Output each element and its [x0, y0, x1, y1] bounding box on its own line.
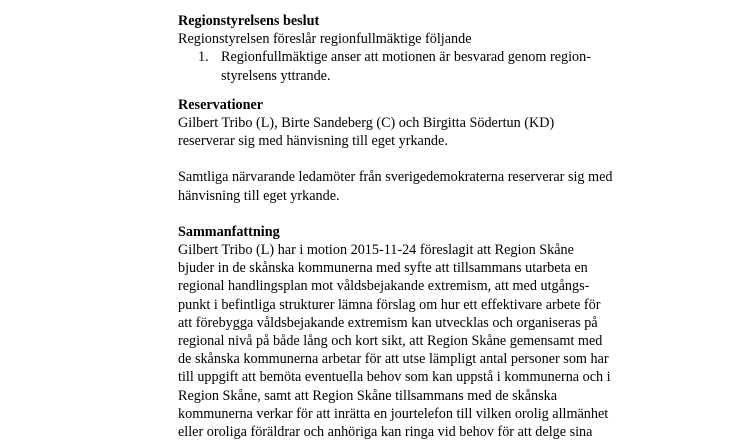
- reservations-line: reserverar sig med hänvisning till eget yrkande.: [178, 133, 448, 150]
- summary-line: bjuder in de skånska kommunerna med syfte att tillsammans utarbeta en: [178, 260, 588, 277]
- decision-intro: Regionstyrelsen föreslår regionfullmäktige följande: [178, 31, 472, 48]
- decision-item-line: Regionfullmäktige anser att motionen är besvarad genom region-: [221, 49, 591, 66]
- decision-item: [178, 48, 648, 84]
- reservations-line: hänvisning till eget yrkande.: [178, 187, 340, 204]
- reservations-line: Samtliga närvarande ledamöter från sverigedemokraterna reserverar sig med: [178, 169, 613, 186]
- summary-line: Gilbert Tribo (L) har i motion 2015-11-24 föreslagit att Region Skåne: [178, 242, 574, 259]
- summary-heading: Sammanfattning: [178, 223, 280, 240]
- summary-line: att förebygga våldsbejakande extremism kan utvecklas och organiseras på: [178, 314, 598, 331]
- decision-item-line: styrelsens yttrande.: [221, 67, 331, 84]
- summary-line: regional nivå på både lång och kort sikt, att Region Skåne gemensamt med: [178, 333, 603, 350]
- summary-line: de skånska kommunerna arbetar för att utse lämpligt antal personer som har: [178, 351, 609, 368]
- summary-line: Region Skåne, samt att Region Skåne tillsammans med de skånska: [178, 387, 558, 404]
- summary-line: eller oroliga föräldrar och anhöriga kan ringa vid behov för att delge sina: [178, 424, 593, 441]
- summary-line: till uppgift att bemöta eventuella behov som kan uppstå i kommunerna och i: [178, 369, 611, 386]
- document-page: [178, 12, 648, 441]
- summary-line: kommunerna verkar för att inrätta en jourtelefon till vilken orolig allmänhet: [178, 405, 609, 422]
- decision-item-text: [221, 48, 648, 84]
- decision-item-number: 1.: [198, 49, 209, 66]
- summary-line: punkt i befintliga strukturer lämna förslag om hur ett effektivare arbete för: [178, 296, 601, 313]
- decision-heading: Regionstyrelsens beslut: [178, 13, 320, 29]
- reservations-line: Gilbert Tribo (L), Birte Sandeberg (C) och Birgitta Södertun (KD): [178, 115, 555, 132]
- reservations-heading: Reservationer: [178, 96, 264, 113]
- summary-line: regional handlingsplan mot våldsbejakande extremism, att med utgångs-: [178, 278, 590, 295]
